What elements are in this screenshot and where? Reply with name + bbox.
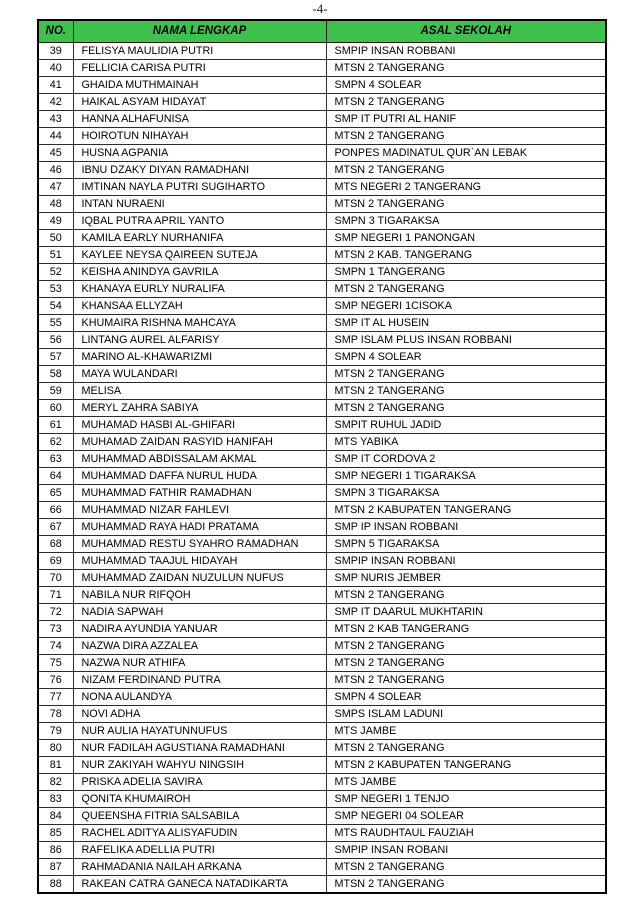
- row-name-cell: NUR ZAKIYAH WAHYU NINGSIH: [73, 756, 326, 773]
- row-number-cell: 67: [38, 518, 73, 535]
- row-number-cell: 52: [38, 263, 73, 280]
- row-school-cell: SMPIP INSAN ROBANI: [326, 841, 606, 858]
- row-name-cell: MERYL ZAHRA SABIYA: [73, 399, 326, 416]
- row-name-cell: NAZWA NUR ATHIFA: [73, 654, 326, 671]
- row-number-cell: 54: [38, 297, 73, 314]
- row-number-cell: 41: [38, 76, 73, 93]
- table-row: [38, 246, 606, 263]
- row-number-cell: 62: [38, 433, 73, 450]
- table-row: [38, 739, 606, 756]
- row-school-cell: MTSN 2 TANGERANG: [326, 399, 606, 416]
- row-school-cell: SMP ISLAM PLUS INSAN ROBBANI: [326, 331, 606, 348]
- table-row: [38, 705, 606, 722]
- row-name-cell: IMTINAN NAYLA PUTRI SUGIHARTO: [73, 178, 326, 195]
- table-header-row: [38, 20, 606, 42]
- row-number-cell: 53: [38, 280, 73, 297]
- row-name-cell: NADIRA AYUNDIA YANUAR: [73, 620, 326, 637]
- table-row: [38, 127, 606, 144]
- row-name-cell: MARINO AL-KHAWARIZMI: [73, 348, 326, 365]
- table-row: [38, 331, 606, 348]
- row-school-cell: MTS JAMBE: [326, 773, 606, 790]
- row-school-cell: MTSN 2 TANGERANG: [326, 739, 606, 756]
- row-school-cell: PONPES MADINATUL QUR`AN LEBAK: [326, 144, 606, 161]
- table-row: [38, 42, 606, 59]
- row-school-cell: MTSN 2 TANGERANG: [326, 161, 606, 178]
- row-name-cell: HAIKAL ASYAM HIDAYAT: [73, 93, 326, 110]
- row-name-cell: KHUMAIRA RISHNA MAHCAYA: [73, 314, 326, 331]
- column-header-no: NO.: [38, 20, 73, 42]
- table-row: [38, 382, 606, 399]
- row-school-cell: SMPN 5 TIGARAKSA: [326, 535, 606, 552]
- row-number-cell: 82: [38, 773, 73, 790]
- row-school-cell: SMPIP INSAN ROBBANI: [326, 42, 606, 59]
- row-school-cell: SMP NEGERI 1 TENJO: [326, 790, 606, 807]
- table-row: [38, 773, 606, 790]
- table-row: [38, 603, 606, 620]
- table-row: [38, 178, 606, 195]
- row-name-cell: IQBAL PUTRA APRIL YANTO: [73, 212, 326, 229]
- row-number-cell: 48: [38, 195, 73, 212]
- row-school-cell: MTSN 2 TANGERANG: [326, 654, 606, 671]
- table-row: [38, 229, 606, 246]
- table-row: [38, 433, 606, 450]
- row-school-cell: MTS NEGERI 2 TANGERANG: [326, 178, 606, 195]
- row-name-cell: KEISHA ANINDYA GAVRILA: [73, 263, 326, 280]
- row-name-cell: INTAN NURAENI: [73, 195, 326, 212]
- row-name-cell: NADIA SAPWAH: [73, 603, 326, 620]
- row-number-cell: 83: [38, 790, 73, 807]
- row-number-cell: 79: [38, 722, 73, 739]
- row-name-cell: NONA AULANDYA: [73, 688, 326, 705]
- row-school-cell: MTS JAMBE: [326, 722, 606, 739]
- table-row: [38, 484, 606, 501]
- row-school-cell: SMPIT RUHUL JADID: [326, 416, 606, 433]
- table-row: [38, 467, 606, 484]
- row-school-cell: SMPN 1 TANGERANG: [326, 263, 606, 280]
- table-row: [38, 518, 606, 535]
- row-school-cell: MTSN 2 TANGERANG: [326, 195, 606, 212]
- row-school-cell: SMPS ISLAM LADUNI: [326, 705, 606, 722]
- row-name-cell: NABILA NUR RIFQOH: [73, 586, 326, 603]
- row-number-cell: 55: [38, 314, 73, 331]
- row-name-cell: LINTANG AUREL ALFARISY: [73, 331, 326, 348]
- row-name-cell: MUHAMMAD DAFFA NURUL HUDA: [73, 467, 326, 484]
- row-number-cell: 78: [38, 705, 73, 722]
- row-number-cell: 68: [38, 535, 73, 552]
- row-school-cell: MTSN 2 KABUPATEN TANGERANG: [326, 756, 606, 773]
- row-name-cell: KHANAYA EURLY NURALIFA: [73, 280, 326, 297]
- row-number-cell: 49: [38, 212, 73, 229]
- table-row: [38, 450, 606, 467]
- table-row: [38, 586, 606, 603]
- row-school-cell: MTSN 2 KABUPATEN TANGERANG: [326, 501, 606, 518]
- table-row: [38, 195, 606, 212]
- row-name-cell: FELISYA MAULIDIA PUTRI: [73, 42, 326, 59]
- row-number-cell: 71: [38, 586, 73, 603]
- table-row: [38, 841, 606, 858]
- row-name-cell: MUHAMMAD RAYA HADI PRATAMA: [73, 518, 326, 535]
- row-school-cell: SMP NEGERI 1CISOKA: [326, 297, 606, 314]
- row-number-cell: 40: [38, 59, 73, 76]
- student-roster-table: [37, 19, 607, 894]
- row-name-cell: NUR FADILAH AGUSTIANA RAMADHANI: [73, 739, 326, 756]
- row-school-cell: MTSN 2 TANGERANG: [326, 127, 606, 144]
- row-name-cell: MUHAMMAD RESTU SYAHRO RAMADHAN: [73, 535, 326, 552]
- row-number-cell: 44: [38, 127, 73, 144]
- table-row: [38, 399, 606, 416]
- row-name-cell: NAZWA DIRA AZZALEA: [73, 637, 326, 654]
- table-row: [38, 280, 606, 297]
- row-number-cell: 88: [38, 875, 73, 893]
- row-school-cell: MTSN 2 TANGERANG: [326, 637, 606, 654]
- row-number-cell: 58: [38, 365, 73, 382]
- row-name-cell: RAKEAN CATRA GANECA NATADIKARTA: [73, 875, 326, 893]
- row-name-cell: NUR AULIA HAYATUNNUFUS: [73, 722, 326, 739]
- row-name-cell: MELISA: [73, 382, 326, 399]
- row-name-cell: QONITA KHUMAIROH: [73, 790, 326, 807]
- table-row: [38, 824, 606, 841]
- table-row: [38, 144, 606, 161]
- row-number-cell: 43: [38, 110, 73, 127]
- row-number-cell: 73: [38, 620, 73, 637]
- row-name-cell: GHAIDA MUTHMAINAH: [73, 76, 326, 93]
- table-row: [38, 637, 606, 654]
- row-name-cell: MUHAMMAD NIZAR FAHLEVI: [73, 501, 326, 518]
- table-row: [38, 501, 606, 518]
- row-school-cell: SMPN 3 TIGARAKSA: [326, 212, 606, 229]
- row-number-cell: 76: [38, 671, 73, 688]
- row-school-cell: SMP IP INSAN ROBBANI: [326, 518, 606, 535]
- table-row: [38, 552, 606, 569]
- row-name-cell: MUHAMMAD TAAJUL HIDAYAH: [73, 552, 326, 569]
- row-name-cell: MAYA WULANDARI: [73, 365, 326, 382]
- row-number-cell: 77: [38, 688, 73, 705]
- row-school-cell: MTSN 2 TANGERANG: [326, 365, 606, 382]
- row-name-cell: MUHAMAD HASBI AL-GHIFARI: [73, 416, 326, 433]
- row-number-cell: 75: [38, 654, 73, 671]
- table-row: [38, 858, 606, 875]
- table-row: [38, 807, 606, 824]
- row-school-cell: SMPN 4 SOLEAR: [326, 688, 606, 705]
- row-name-cell: KAYLEE NEYSA QAIREEN SUTEJA: [73, 246, 326, 263]
- table-row: [38, 110, 606, 127]
- table-row: [38, 314, 606, 331]
- row-name-cell: PRISKA ADELIA SAVIRA: [73, 773, 326, 790]
- row-school-cell: SMP NEGERI 1 PANONGAN: [326, 229, 606, 246]
- table-row: [38, 875, 606, 893]
- row-number-cell: 63: [38, 450, 73, 467]
- table-row: [38, 688, 606, 705]
- row-name-cell: MUHAMAD ZAIDAN RASYID HANIFAH: [73, 433, 326, 450]
- table-row: [38, 722, 606, 739]
- table-row: [38, 263, 606, 280]
- table-row: [38, 161, 606, 178]
- row-school-cell: MTSN 2 TANGERANG: [326, 59, 606, 76]
- row-name-cell: FELLICIA CARISA PUTRI: [73, 59, 326, 76]
- table-row: [38, 93, 606, 110]
- table-body: [38, 42, 606, 893]
- row-number-cell: 50: [38, 229, 73, 246]
- row-number-cell: 47: [38, 178, 73, 195]
- row-school-cell: MTSN 2 TANGERANG: [326, 858, 606, 875]
- row-number-cell: 66: [38, 501, 73, 518]
- table-row: [38, 416, 606, 433]
- row-name-cell: IBNU DZAKY DIYAN RAMADHANI: [73, 161, 326, 178]
- row-number-cell: 51: [38, 246, 73, 263]
- row-school-cell: MTS RAUDHTAUL FAUZIAH: [326, 824, 606, 841]
- row-number-cell: 85: [38, 824, 73, 841]
- row-name-cell: MUHAMMAD ABDISSALAM AKMAL: [73, 450, 326, 467]
- row-school-cell: SMP IT AL HUSEIN: [326, 314, 606, 331]
- row-school-cell: MTSN 2 TANGERANG: [326, 671, 606, 688]
- table-row: [38, 620, 606, 637]
- row-school-cell: SMP IT PUTRI AL HANIF: [326, 110, 606, 127]
- table-row: [38, 654, 606, 671]
- row-number-cell: 87: [38, 858, 73, 875]
- row-name-cell: NOVI ADHA: [73, 705, 326, 722]
- row-name-cell: QUEENSHA FITRIA SALSABILA: [73, 807, 326, 824]
- row-number-cell: 42: [38, 93, 73, 110]
- row-school-cell: MTSN 2 TANGERANG: [326, 280, 606, 297]
- table-row: [38, 76, 606, 93]
- table-row: [38, 569, 606, 586]
- row-name-cell: MUHAMMAD ZAIDAN NUZULUN NUFUS: [73, 569, 326, 586]
- row-school-cell: SMP IT CORDOVA 2: [326, 450, 606, 467]
- row-name-cell: HUSNA AGPANIA: [73, 144, 326, 161]
- table-row: [38, 365, 606, 382]
- row-school-cell: MTSN 2 KAB TANGERANG: [326, 620, 606, 637]
- row-number-cell: 81: [38, 756, 73, 773]
- table-row: [38, 671, 606, 688]
- row-number-cell: 45: [38, 144, 73, 161]
- row-name-cell: KAMILA EARLY NURHANIFA: [73, 229, 326, 246]
- row-number-cell: 84: [38, 807, 73, 824]
- table-row: [38, 790, 606, 807]
- row-number-cell: 56: [38, 331, 73, 348]
- row-name-cell: HOIROTUN NIHAYAH: [73, 127, 326, 144]
- row-number-cell: 57: [38, 348, 73, 365]
- row-number-cell: 86: [38, 841, 73, 858]
- row-number-cell: 74: [38, 637, 73, 654]
- row-school-cell: SMPIP INSAN ROBBANI: [326, 552, 606, 569]
- row-number-cell: 59: [38, 382, 73, 399]
- row-school-cell: SMPN 4 SOLEAR: [326, 76, 606, 93]
- row-number-cell: 39: [38, 42, 73, 59]
- page-number: -4-: [312, 1, 328, 16]
- row-number-cell: 69: [38, 552, 73, 569]
- row-school-cell: SMP NURIS JEMBER: [326, 569, 606, 586]
- row-number-cell: 64: [38, 467, 73, 484]
- row-school-cell: SMPN 4 SOLEAR: [326, 348, 606, 365]
- row-school-cell: MTSN 2 TANGERANG: [326, 93, 606, 110]
- row-name-cell: RACHEL ADITYA ALISYAFUDIN: [73, 824, 326, 841]
- table-row: [38, 756, 606, 773]
- row-number-cell: 60: [38, 399, 73, 416]
- row-school-cell: SMP NEGERI 04 SOLEAR: [326, 807, 606, 824]
- table-row: [38, 348, 606, 365]
- row-school-cell: MTS YABIKA: [326, 433, 606, 450]
- row-school-cell: MTSN 2 TANGERANG: [326, 586, 606, 603]
- row-name-cell: NIZAM FERDINAND PUTRA: [73, 671, 326, 688]
- row-number-cell: 65: [38, 484, 73, 501]
- row-school-cell: SMPN 3 TIGARAKSA: [326, 484, 606, 501]
- row-school-cell: SMP NEGERI 1 TIGARAKSA: [326, 467, 606, 484]
- column-header-asal-sekolah: ASAL SEKOLAH: [326, 20, 606, 42]
- row-number-cell: 61: [38, 416, 73, 433]
- row-number-cell: 80: [38, 739, 73, 756]
- row-school-cell: SMP IT DAARUL MUKHTARIN: [326, 603, 606, 620]
- row-name-cell: RAFELIKA ADELLIA PUTRI: [73, 841, 326, 858]
- row-number-cell: 46: [38, 161, 73, 178]
- table-row: [38, 59, 606, 76]
- row-name-cell: KHANSAA ELLYZAH: [73, 297, 326, 314]
- row-school-cell: MTSN 2 TANGERANG: [326, 875, 606, 893]
- row-name-cell: HANNA ALHAFUNISA: [73, 110, 326, 127]
- row-number-cell: 70: [38, 569, 73, 586]
- row-number-cell: 72: [38, 603, 73, 620]
- row-name-cell: RAHMADANIA NAILAH ARKANA: [73, 858, 326, 875]
- column-header-nama-lengkap: NAMA LENGKAP: [73, 20, 326, 42]
- table-row: [38, 535, 606, 552]
- row-name-cell: MUHAMMAD FATHIR RAMADHAN: [73, 484, 326, 501]
- row-school-cell: MTSN 2 KAB. TANGERANG: [326, 246, 606, 263]
- row-school-cell: MTSN 2 TANGERANG: [326, 382, 606, 399]
- table-row: [38, 212, 606, 229]
- table-row: [38, 297, 606, 314]
